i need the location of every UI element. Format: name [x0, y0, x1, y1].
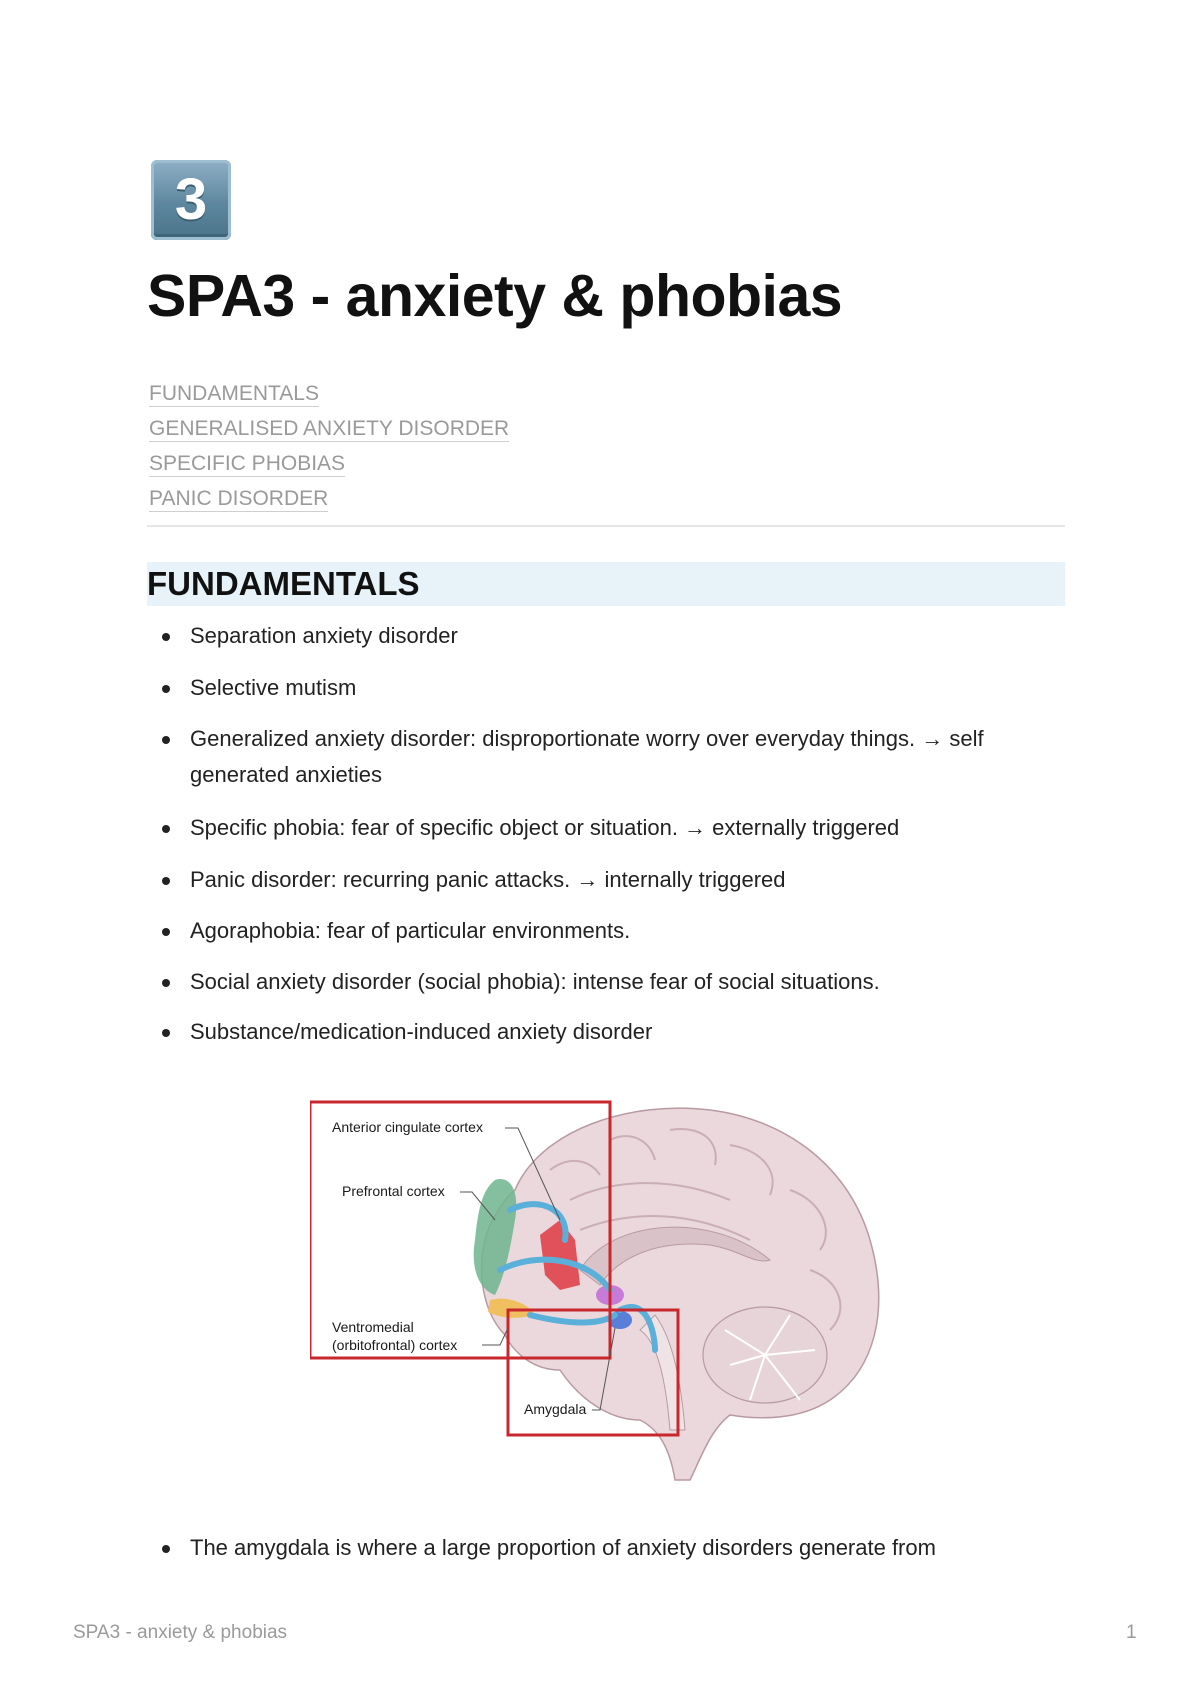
toc-link-specific-phobias[interactable]: SPECIFIC PHOBIAS	[149, 452, 346, 475]
label-ventromedial-1: Ventromedial	[332, 1319, 414, 1335]
list-item: Selective mutism	[160, 670, 1070, 706]
label-amygdala: Amygdala	[524, 1401, 587, 1417]
section-heading-block	[147, 562, 1065, 606]
keycap-three-icon	[151, 160, 231, 240]
label-anterior-cingulate: Anterior cingulate cortex	[332, 1119, 483, 1135]
list-item: Social anxiety disorder (social phobia): intense fear of social situations.	[160, 964, 1070, 1000]
list-item: Panic disorder: recurring panic attacks. → internally triggered	[160, 862, 1070, 898]
toc-link-generalised-anxiety[interactable]: GENERALISED ANXIETY DISORDER	[149, 417, 510, 440]
toc-link-fundamentals[interactable]: FUNDAMENTALS	[149, 382, 319, 405]
list-item: Separation anxiety disorder	[160, 618, 1070, 654]
footer-title: SPA3 - anxiety & phobias	[73, 1622, 288, 1643]
list-item: Specific phobia: fear of specific object or situation. → externally triggered	[160, 810, 1070, 846]
toc-link-panic-disorder[interactable]: PANIC DISORDER	[149, 487, 329, 510]
page-title: SPA3 - anxiety & phobias	[147, 263, 843, 329]
label-ventromedial-2: (orbitofrontal) cortex	[332, 1337, 458, 1353]
brain-figure	[310, 1100, 890, 1490]
table-of-contents	[149, 382, 509, 522]
page-number: 1	[1126, 1622, 1137, 1643]
divider	[147, 525, 1065, 527]
list-item: Agoraphobia: fear of particular environments.	[160, 913, 1070, 949]
cerebellum	[703, 1307, 827, 1403]
section-heading: FUNDAMENTALS	[147, 565, 420, 602]
list-item: Generalized anxiety disorder: disproportionate worry over everyday things. → self generated anxieties	[160, 721, 1070, 793]
list-item: The amygdala is where a large proportion of anxiety disorders generate from	[160, 1530, 1070, 1566]
keycap-digit: 3	[174, 167, 208, 232]
list-item: Substance/medication-induced anxiety disorder	[160, 1014, 1070, 1050]
label-prefrontal: Prefrontal cortex	[342, 1183, 445, 1199]
